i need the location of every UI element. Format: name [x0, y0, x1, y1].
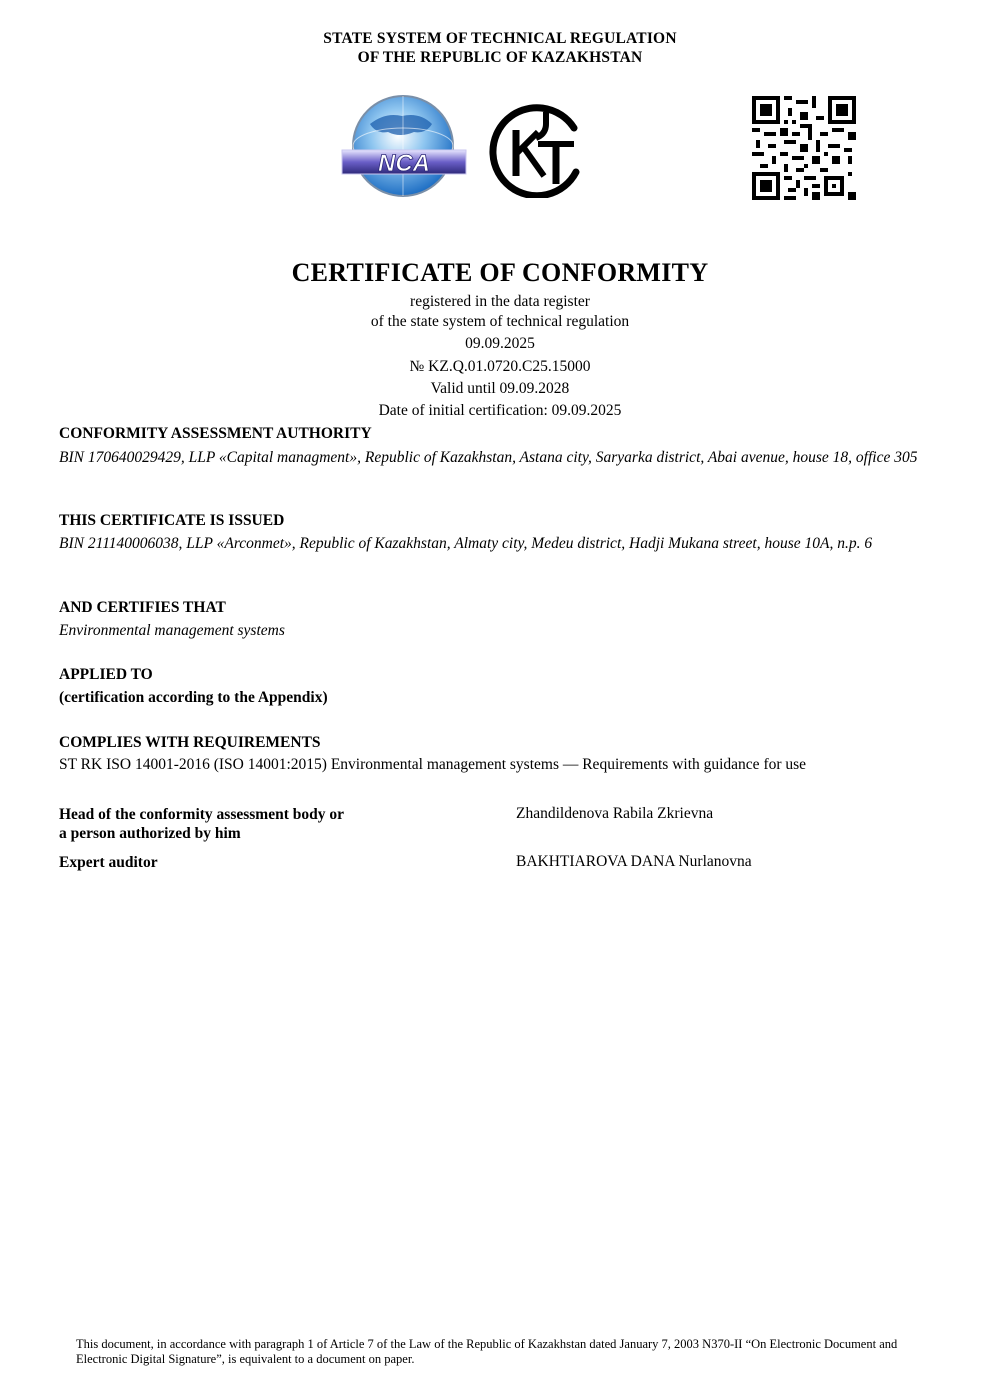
valid-until: Valid until 09.09.2028 [430, 380, 570, 397]
registration-date: 09.09.2025 [465, 335, 535, 352]
header-line-2: OF THE REPUBLIC OF KAZAKHSTAN [357, 49, 643, 66]
issued-text: BIN 211140006038, LLP «Arconmet», Republic of Kazakhstan, Almaty city, Medeu district, Hadji Mukana street, house 10A, n.p. 6 [59, 535, 873, 552]
certificate-number: № KZ.Q.01.0720.C25.15000 [409, 358, 591, 375]
certifies-heading: AND CERTIFIES THAT [59, 599, 226, 616]
head-name: Zhandildenova Rabila Zkrievna [516, 805, 714, 822]
certificate-title: CERTIFICATE OF CONFORMITY [291, 258, 709, 287]
qr-code [752, 96, 856, 200]
complies-heading: COMPLIES WITH REQUIREMENTS [59, 734, 321, 751]
nca-logo-text: NCA [378, 150, 430, 177]
complies-text: ST RK ISO 14001-2016 (ISO 14001:2015) Environmental management systems — Requirements with guidance for use [59, 756, 807, 773]
certifies-text: Environmental management systems [59, 622, 285, 639]
applied-text: (certification according to the Appendix) [59, 689, 328, 706]
legal-footer: This document, in accordance with paragraph 1 of Article 7 of the Law of the Republic of Kazakhstan dated January 7, 2003 N370-II “On Electronic Document and Electronic Digital Signature”, is equivalent to a document on paper. [76, 1337, 898, 1366]
head-signature-label [59, 805, 439, 843]
head-label-line-1: Head of the conformity assessment body or [59, 806, 345, 823]
initial-certification-date: Date of initial certification: 09.09.2025 [378, 402, 622, 419]
kt-conformity-mark [486, 98, 582, 198]
applied-heading: APPLIED TO [59, 666, 153, 683]
authority-heading: CONFORMITY ASSESSMENT AUTHORITY [59, 425, 372, 442]
auditor-label: Expert auditor [59, 854, 158, 871]
registered-line-2: of the state system of technical regulation [370, 313, 630, 330]
header-line-1: STATE SYSTEM OF TECHNICAL REGULATION [323, 30, 677, 47]
auditor-name: BAKHTIAROVA DANA Nurlanovna [516, 853, 752, 870]
issued-heading: THIS CERTIFICATE IS ISSUED [59, 512, 285, 529]
head-label-line-2: a person authorized by him [59, 825, 241, 842]
nca-globe-logo [340, 94, 468, 202]
authority-text: BIN 170640029429, LLP «Capital managment», Republic of Kazakhstan, Astana city, Saryarka district, Abai avenue, house 18, office 305 [59, 449, 918, 466]
registered-line-1: registered in the data register [410, 293, 590, 310]
